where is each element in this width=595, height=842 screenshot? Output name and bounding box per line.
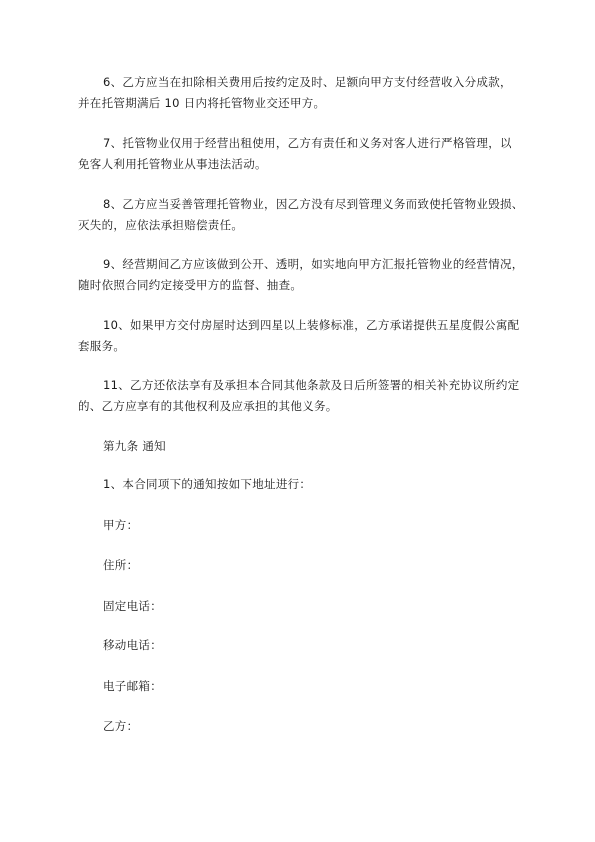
address-label: 住所： [103,558,139,572]
mobile-label: 移动电话： [103,638,162,652]
clause-7 [78,133,526,175]
clause-9-line-2: 随时依照合同约定接受甲方的监督、抽查。 [78,278,303,292]
section-heading: 第九条 通知 [103,439,166,453]
clause-11 [78,375,526,417]
party-b-label: 乙方： [103,719,139,733]
clause-10-line-1: 10、如果甲方交付房屋时达到四星以上装修标准，乙方承诺提供五星度假公寓配 [103,318,520,332]
clause-7-line-1: 7、托管物业仅用于经营出租使用，乙方有责任和义务对客人进行严格管理，以 [103,136,512,150]
clause-10-line-2: 套服务。 [78,339,126,353]
clause-9 [78,254,526,296]
clause-8 [78,194,526,236]
email-label: 电子邮箱： [103,679,162,693]
clause-6-line-1: 6、乙方应当在扣除相关费用后按约定及时、足额向甲方支付经营收入分成款， [103,75,512,89]
clause-10 [78,315,526,357]
notice-intro: 1、本合同项下的通知按如下地址进行： [103,477,312,491]
clause-11-line-2: 的、乙方应享有的其他权利及应承担的其他义务。 [78,399,338,413]
clause-6-line-2: 并在托管期满后 10 日内将托管物业交还甲方。 [78,96,326,110]
clause-9-line-1: 9、经营期间乙方应该做到公开、透明，如实地向甲方汇报托管物业的经营情况， [103,257,524,271]
party-a-label: 甲方： [103,518,139,532]
clause-8-line-1: 8、乙方应当妥善管理托管物业，因乙方没有尽到管理义务而致使托管物业毁损、 [103,197,524,211]
landline-label: 固定电话： [103,599,162,613]
clause-7-line-2: 免客人利用托管物业从事违法活动。 [78,157,267,171]
clause-6 [78,72,526,114]
clause-8-line-2: 灭失的，应依法承担赔偿责任。 [78,218,244,232]
clause-11-line-1: 11、乙方还依法享有及承担本合同其他条款及日后所签署的相关补充协议所约定 [103,378,520,392]
